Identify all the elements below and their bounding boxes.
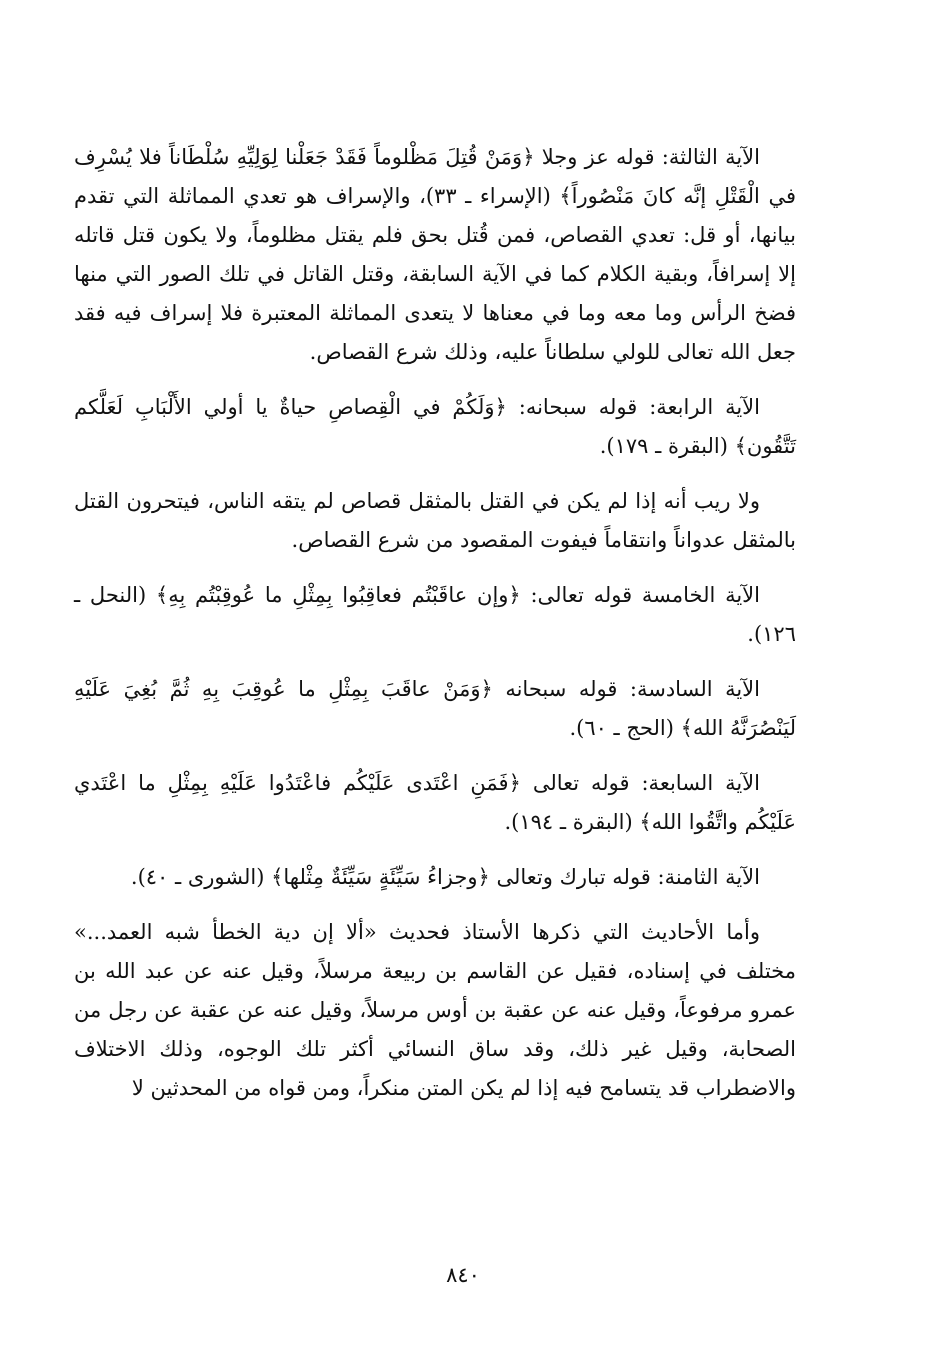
paragraph-verse-4: الآية الرابعة: قوله سبحانه: ﴿وَلَكُمْ في الْقِصاصِ حياةٌ يا أولي الأَلْبَابِ لَعَلَّكم تَتَّقُون﴾ (البقرة ـ ١٧٩). [74, 395, 796, 458]
paragraph-verse-8: الآية الثامنة: قوله تبارك وتعالى ﴿وجزاءُ سَيِّئَةٍ سَيِّئَةٌ مِثْلها﴾ (الشورى ـ ٤٠). [130, 865, 760, 889]
paragraph-verse-3: الآية الثالثة: قوله عز وجلا ﴿وَمَنْ قُتِلَ مَظْلوماً فَقَدْ جَعَلْنا لِوَلِيِّهِ سُلْطَاناً فلا يُسْرِف في الْقَتْلِ إنَّه كانَ مَنْصُوراً﴾ (الإسراء ـ ٣٣)، والإسراف هو تعدي المماثلة التي تقدم بيانها، أو قل: تعدي القصاص، فمن قُتل بحق فلم يقتل مظلوماً، ولا يكون قتل قاتله إلا إسرافاً، وبقية الكلام كما في الآية السابقة، وقتل القاتل في تلك الصور التي منها فضخ الرأس وما معه وما في معناها لا يتعدى المماثلة المعتبرة فلا إسراف فيه فقد جعل الله تعالى للولي سلطاناً عليه، وذلك شرع القصاص. [74, 145, 796, 364]
paragraph-hadith: وأما الأحاديث التي ذكرها الأستاذ فحديث «ألا إن دية الخطأ شبه العمد...» مختلف في إسناده، فقيل عن القاسم بن ربيعة مرسلاً، وقيل عنه عن عبد الله بن عمرو مرفوعاً، وقيل عنه عن عقبة بن أوس مرسلاً، وقيل عنه عن عقبة عن رجل من الصحابة، وقيل غير ذلك، وقد ساق النسائي أكثر تلك الوجوه، وذلك الاختلاف والاضطراب قد يتسامح فيه إذا لم يكن المتن منكراً، ومن قواه من المحدثين لا [74, 920, 796, 1100]
paragraph-commentary: ولا ريب أنه إذا لم يكن في القتل بالمثقل قصاص لم يتقه الناس، فيتحرون القتل بالمثقل عدواناً وانتقاماً فيفوت المقصود من شرع القصاص. [74, 489, 796, 552]
paragraph-verse-7: الآية السابعة: قوله تعالى ﴿فَمَنِ اعْتَدى عَلَيْكُم فاعْتَدُوا عَلَيْهِ بِمِثْلِ ما اعْتَدي عَلَيْكُم واتَّقُوا الله﴾ (البقرة ـ ١٩٤). [74, 771, 796, 834]
page-number: ٨٤٠ [446, 1263, 480, 1287]
page-body [74, 138, 796, 1124]
paragraph-verse-5: الآية الخامسة قوله تعالى: ﴿وإن عاقَبْتُم فعاقِبُوا بِمِثْلِ ما عُوقِبْتُم بِهِ﴾ (النحل ـ ١٢٦). [74, 583, 796, 646]
paragraph-verse-6: الآية السادسة: قوله سبحانه ﴿وَمَنْ عاقَبَ بِمِثْلِ ما عُوقِبَ بِهِ ثُمَّ بُغِيَ عَلَيْهِ لَيَنْصُرَنَّهُ الله﴾ (الحج ـ ٦٠). [74, 677, 796, 740]
